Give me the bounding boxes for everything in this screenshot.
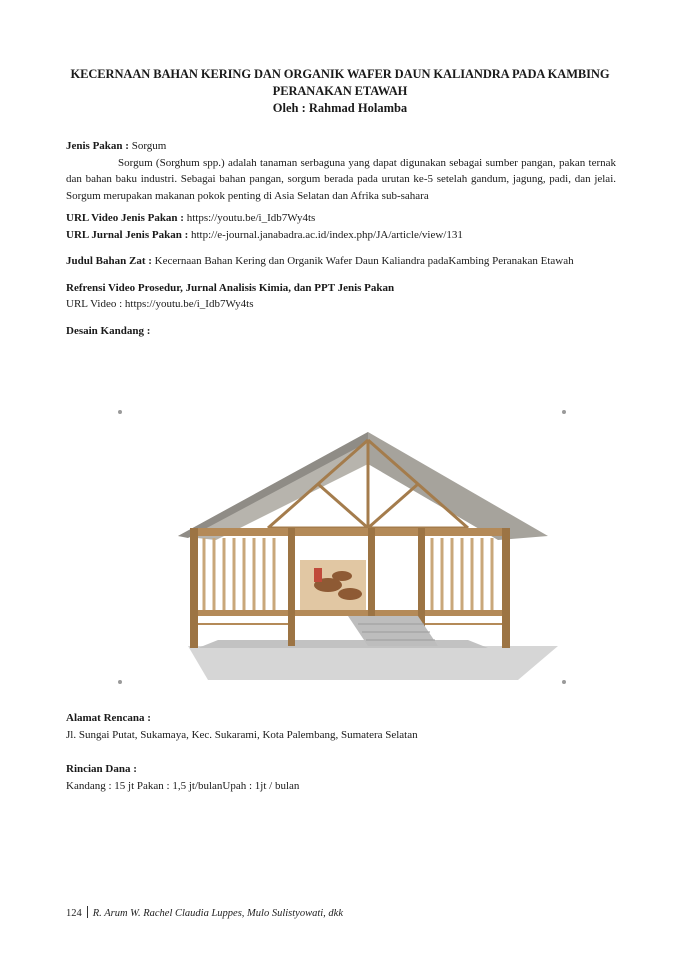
- top-beam: [190, 528, 510, 536]
- judul-bahan-value: Kecernaan Bahan Kering dan Organik Wafer Daun Kaliandra padaKambing Peranakan Etawah: [151, 255, 574, 267]
- content-upper: [66, 138, 616, 339]
- alamat-value: Jl. Sungai Putat, Sukamaya, Kec. Sukarami, Kota Palembang, Sumatera Selatan: [66, 728, 418, 741]
- title-line-1: KECERNAAN BAHAN KERING DAN ORGANIK WAFER DAUN KALIANDRA PADA KAMBING: [70, 67, 610, 81]
- footer-authors: R. Arum W. Rachel Claudia Luppes, Mulo Sulistyowati, dkk: [92, 908, 343, 919]
- judul-bahan-label: Judul Bahan Zat :: [66, 255, 152, 267]
- url-jurnal-label: URL Jurnal Jenis Pakan :: [66, 228, 189, 241]
- url-jurnal-value[interactable]: http://e-journal.janabadra.ac.id/index.php/JA/article/view/131: [188, 228, 463, 241]
- referensi-url[interactable]: URL Video : https://youtu.be/i_Idb7Wy4ts: [66, 298, 254, 310]
- rincian-label: Rincian Dana :: [66, 763, 137, 775]
- jenis-pakan-row: [66, 138, 616, 155]
- page-footer: [66, 906, 343, 919]
- jenis-pakan-description: Sorgum (Sorghum spp.) adalah tanaman serbaguna yang dapat digunakan sebagai sumber pangan, pakan ternak dan bahan baku industri. Sebagai bahan pangan, sorgum berada pada urutan ke-5 setelah gandum, jagung, padi, dan jelai. Sorgum merupakan makanan pokok penting di Asia Selatan dan Afrika sub-sahara: [66, 156, 616, 202]
- roof-right: [368, 432, 548, 540]
- url-video-row: [66, 210, 616, 227]
- rincian-value: Kandang : 15 jt Pakan : 1,5 jt/bulanUpah : 1jt / bulan: [66, 779, 300, 792]
- jenis-pakan-value: Sorgum: [128, 140, 167, 152]
- alamat-label: Alamat Rencana :: [66, 712, 151, 724]
- author-line: Oleh : Rahmad Holamba: [272, 101, 408, 115]
- title-block: [60, 66, 620, 117]
- url-video-value[interactable]: https://youtu.be/i_Idb7Wy4ts: [183, 212, 316, 224]
- desain-kandang-label: Desain Kandang :: [66, 324, 151, 337]
- title-line-2: PERANAKAN ETAWAH: [272, 84, 408, 98]
- referensi-heading: Refrensi Video Prosedur, Jurnal Analisis Kimia, dan PPT Jenis Pakan: [66, 281, 395, 294]
- goat-pen-drawing: [118, 410, 566, 684]
- kandang-illustration: [118, 410, 566, 684]
- content-lower: [66, 710, 616, 794]
- left-wall-slats: [204, 538, 274, 610]
- jenis-pakan-label: Jenis Pakan :: [66, 140, 129, 152]
- pen-floor: [188, 646, 558, 680]
- url-video-label: URL Video Jenis Pakan :: [66, 212, 184, 224]
- right-wall-slats: [432, 538, 492, 610]
- page-number: 124: [66, 908, 82, 919]
- url-jurnal-row: [66, 227, 616, 244]
- judul-bahan-row: [66, 253, 616, 270]
